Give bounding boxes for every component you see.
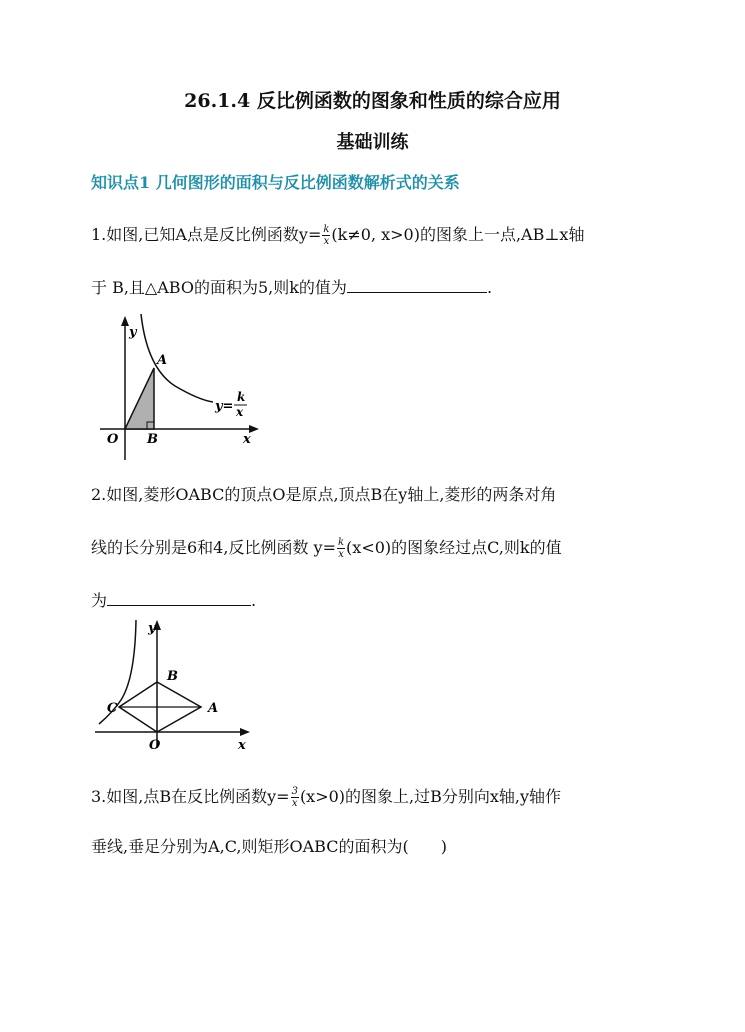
q2-text-line3: 为 <box>91 591 108 610</box>
q1-text-line2: 于 B,且△ABO的面积为5,则k的值为 <box>91 278 347 297</box>
q2-figure <box>95 618 260 758</box>
q3-frac-den: x <box>291 798 298 809</box>
q1-answer-blank[interactable] <box>347 292 487 293</box>
q2-x-arrow <box>240 728 250 736</box>
q2-label-o: O <box>149 738 161 753</box>
q3-text-b: (x>0)的图象上,过B分别向x轴,y轴作 <box>299 787 562 806</box>
q1-label-curve-x: x <box>236 405 244 419</box>
q1-text-b: (k≠0, x>0)的图象上一点,AB⊥x轴 <box>331 225 585 244</box>
q3-line1 <box>91 784 561 809</box>
q1-frac-den: x <box>323 236 330 247</box>
q2-label-x: x <box>238 738 246 753</box>
q1-y-arrow <box>121 316 129 326</box>
q2-frac-den: x <box>338 549 344 560</box>
q2-frac-num: k <box>337 537 345 548</box>
q2-fraction <box>337 537 345 560</box>
page-subtitle: 基础训练 <box>336 132 409 153</box>
q1-label-o: O <box>107 432 119 447</box>
q1-label-y: y <box>129 325 137 340</box>
q1-label-curve-y: y= <box>215 399 234 414</box>
q2-label-a: A <box>208 701 219 716</box>
q1-label-a: A <box>157 353 168 368</box>
q2-line3 <box>91 588 256 611</box>
q3-frac-num: 3 <box>291 786 298 797</box>
q3-fraction <box>291 786 299 809</box>
page-title: 26.1.4 反比例函数的图象和性质的综合应用 <box>184 90 561 112</box>
q1-label-b: B <box>147 432 158 447</box>
q1-line1 <box>91 222 584 247</box>
q1-label-x: x <box>243 432 251 447</box>
q2-label-y: y <box>148 621 156 636</box>
q2-text-a: 线的长分别是6和4,反比例函数 y= <box>91 538 336 557</box>
q2-curve <box>99 620 136 724</box>
q1-triangle-abo <box>125 368 154 429</box>
q1-text-end: . <box>486 278 493 297</box>
q1-figure <box>95 312 270 462</box>
q1-label-curve-k: k <box>237 390 246 404</box>
q1-line2 <box>91 275 492 298</box>
q1-frac-num: k <box>323 224 330 235</box>
q3-text-a: 3.如图,点B在反比例函数y= <box>91 787 290 806</box>
q1-fraction <box>322 224 330 247</box>
q2-line1: 2.如图,菱形OABC的顶点O是原点,顶点B在y轴上,菱形的两条对角 <box>91 485 557 504</box>
q2-text-end: . <box>251 591 257 610</box>
q3-line2: 垂线,垂足分别为A,C,则矩形OABC的面积为( ) <box>91 837 447 856</box>
q2-label-c: C <box>107 701 118 716</box>
q2-text-b: (x<0)的图象经过点C,则k的值 <box>346 538 562 557</box>
q1-text-a: 1.如图,已知A点是反比例函数y= <box>91 225 322 244</box>
q2-line2 <box>91 535 562 560</box>
q2-answer-blank[interactable] <box>107 605 251 606</box>
knowledge-point-heading: 知识点1 几何图形的面积与反比例函数解析式的关系 <box>91 173 460 192</box>
q2-label-b: B <box>167 669 178 684</box>
